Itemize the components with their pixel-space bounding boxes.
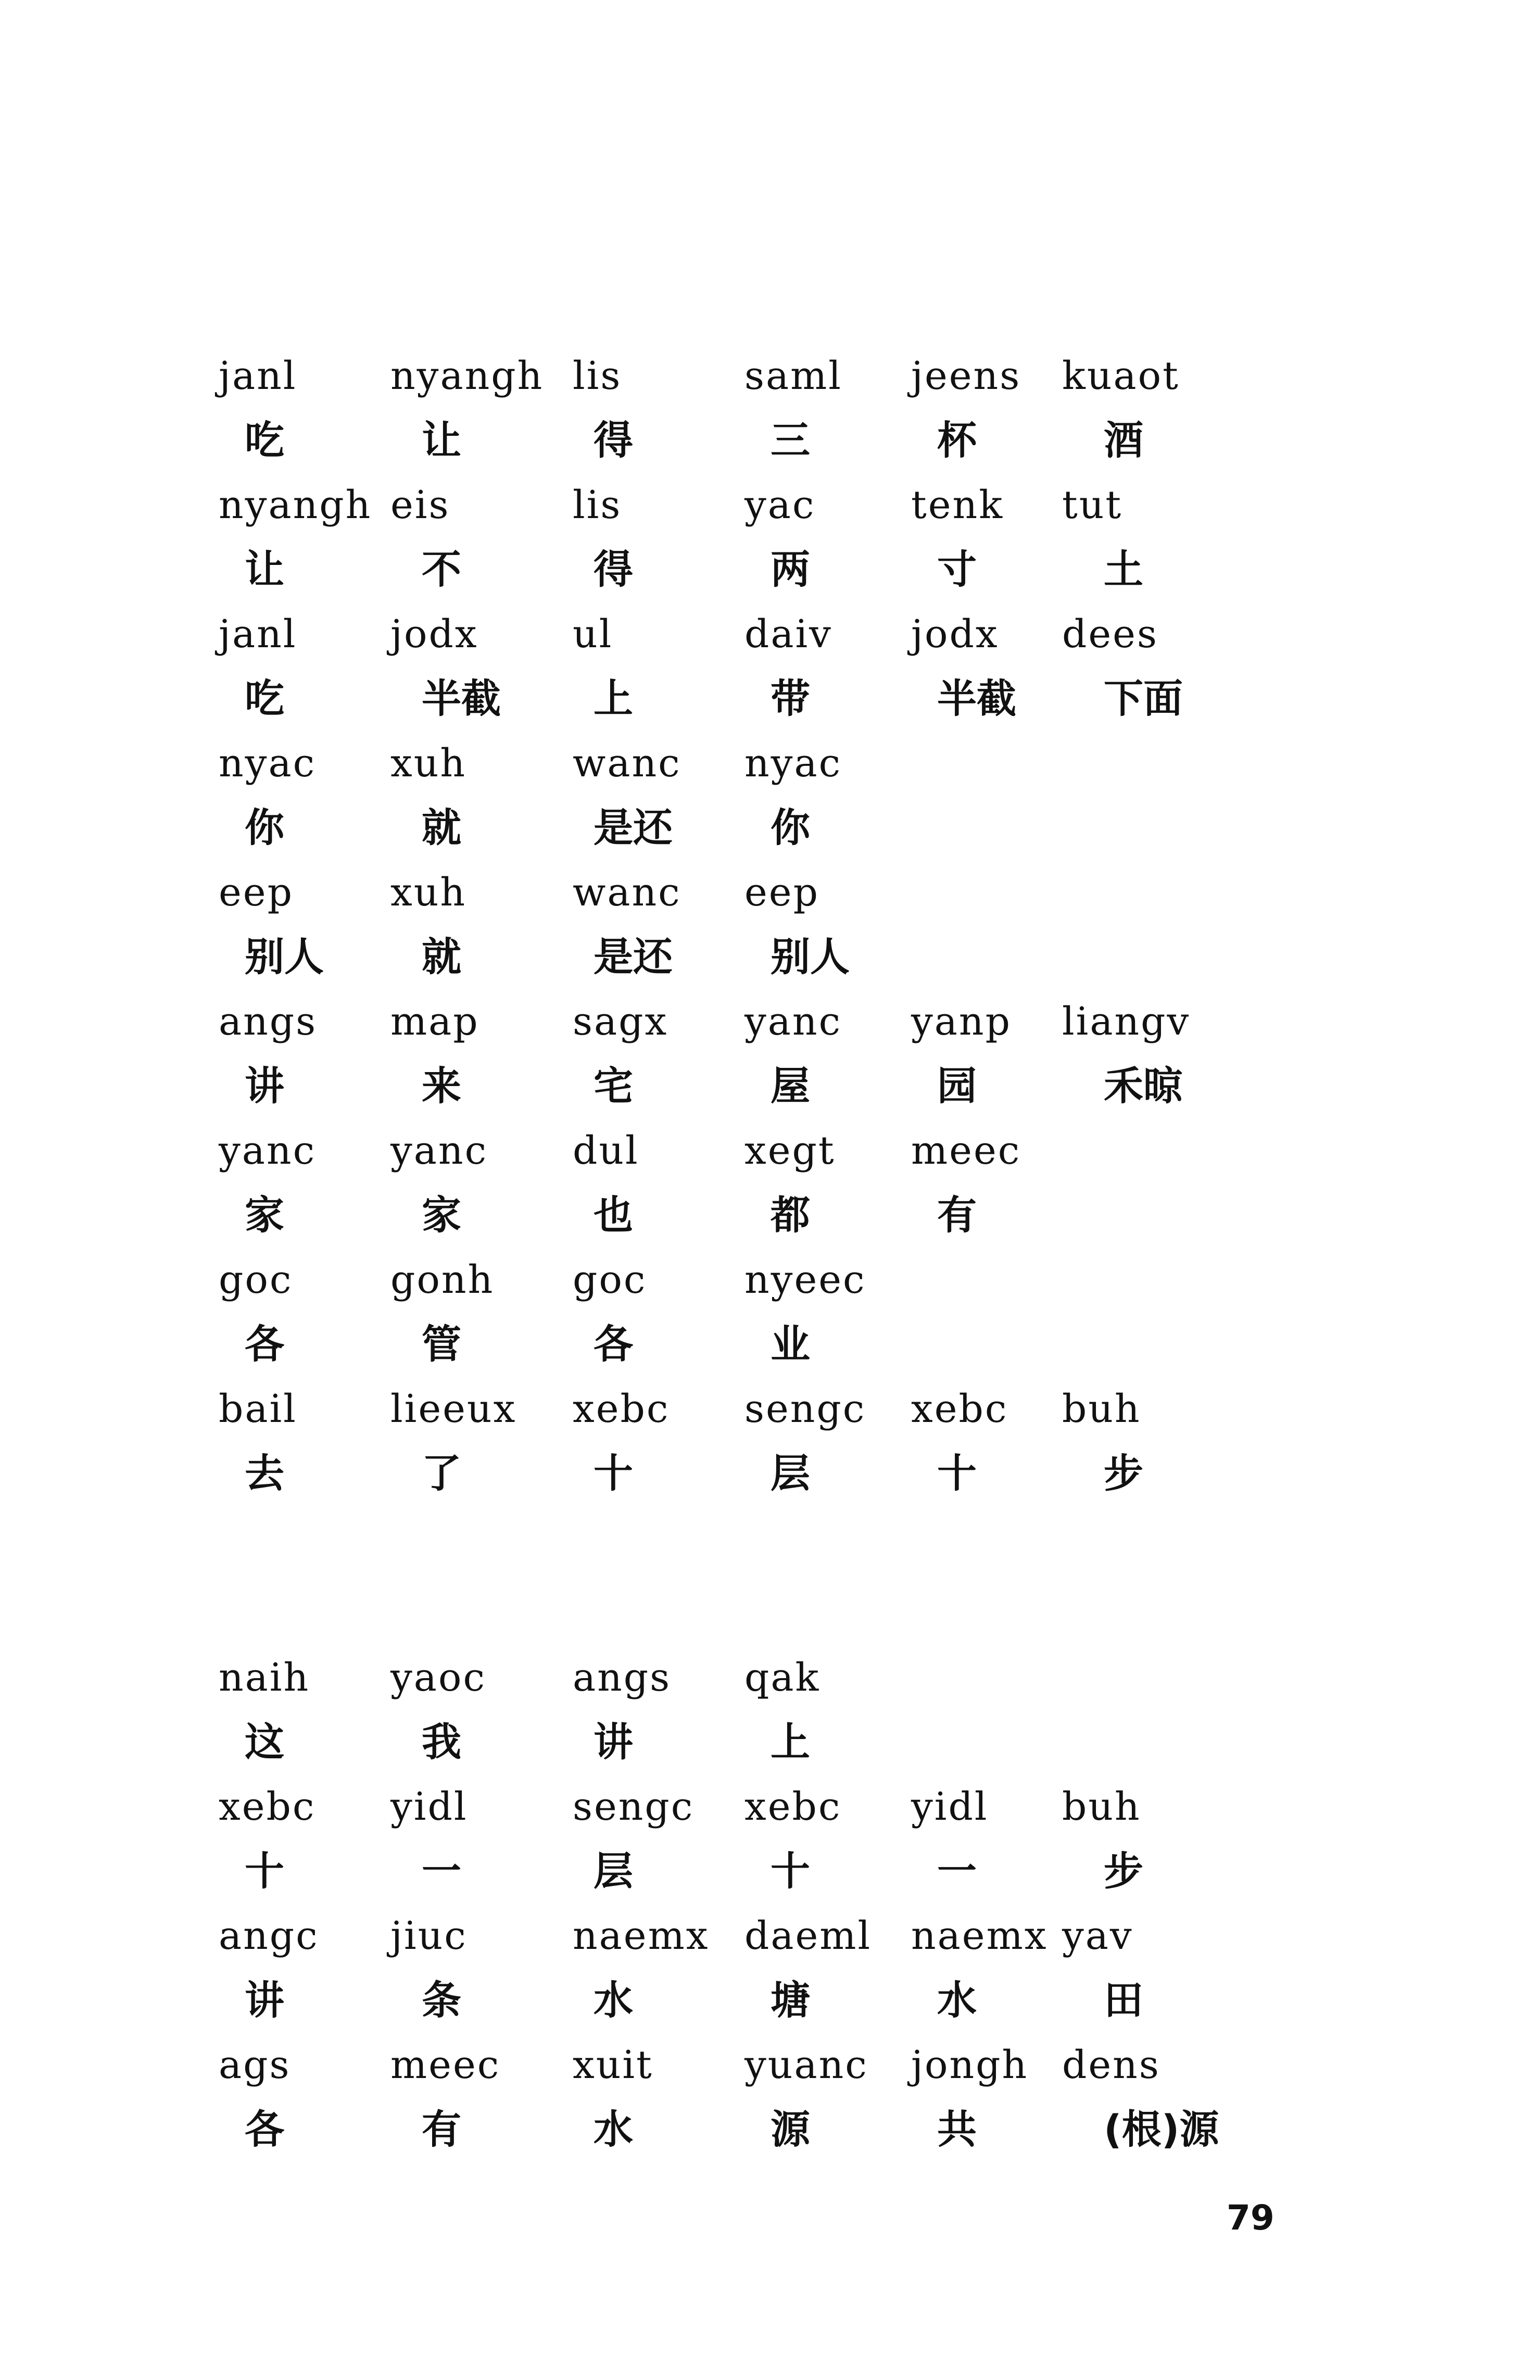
pinyin-word: xuh — [390, 870, 467, 915]
hanzi-line — [219, 408, 1260, 473]
pinyin-word: naemx — [911, 1913, 1048, 1958]
hanzi-word: 寸 — [937, 546, 977, 593]
pinyin-line — [219, 1248, 1260, 1312]
hanzi-word: 水 — [594, 2106, 633, 2152]
hanzi-word: 都 — [771, 1192, 810, 1238]
pinyin-word: sengc — [573, 1784, 695, 1829]
pinyin-word: nyangh — [390, 354, 544, 398]
pinyin-word: janl — [219, 612, 297, 657]
hanzi-word: 酒 — [1104, 417, 1143, 463]
hanzi-word: 步 — [1104, 1450, 1143, 1496]
pinyin-word: xuh — [390, 741, 467, 786]
pinyin-word: goc — [219, 1257, 293, 1302]
pinyin-line — [219, 602, 1260, 666]
pinyin-word: janl — [219, 354, 297, 398]
hanzi-word: 管 — [422, 1321, 461, 1367]
pinyin-line — [219, 473, 1260, 537]
hanzi-word: 各 — [245, 2106, 284, 2152]
pinyin-word: dees — [1062, 612, 1158, 657]
pinyin-word: xebc — [573, 1387, 670, 1431]
hanzi-line — [219, 1710, 1260, 1774]
hanzi-line — [219, 796, 1260, 860]
hanzi-word: 吃 — [245, 417, 284, 463]
hanzi-word: 业 — [771, 1321, 810, 1367]
hanzi-word: 是还 — [594, 804, 673, 851]
hanzi-word: 有 — [422, 2106, 461, 2152]
pinyin-word: ags — [219, 2043, 291, 2087]
hanzi-word: 这 — [245, 1719, 284, 1765]
hanzi-word: 一 — [422, 1848, 461, 1894]
pinyin-word: yanc — [744, 999, 842, 1044]
pinyin-word: yanp — [911, 999, 1012, 1044]
pinyin-word: naemx — [573, 1913, 710, 1958]
pinyin-word: nyac — [744, 741, 842, 786]
page-number: 79 — [1227, 2198, 1274, 2238]
pinyin-word: eep — [219, 870, 294, 915]
hanzi-word: 去 — [245, 1450, 284, 1496]
pinyin-word: nyeec — [744, 1257, 866, 1302]
hanzi-line — [219, 1183, 1260, 1248]
pinyin-word: yaoc — [390, 1655, 486, 1700]
hanzi-word: 你 — [771, 804, 810, 851]
hanzi-line — [219, 1839, 1260, 1904]
hanzi-word: 水 — [594, 1977, 633, 2023]
hanzi-line — [219, 666, 1260, 731]
pinyin-word: naih — [219, 1655, 310, 1700]
hanzi-line — [219, 925, 1260, 989]
pinyin-word: xebc — [744, 1784, 842, 1829]
pinyin-word: gonh — [390, 1257, 495, 1302]
hanzi-word: 宅 — [594, 1063, 633, 1109]
pinyin-word: buh — [1062, 1784, 1141, 1829]
pinyin-word: meec — [390, 2043, 501, 2087]
hanzi-word: 十 — [771, 1848, 810, 1894]
hanzi-word: 十 — [937, 1450, 977, 1496]
pinyin-line — [219, 1774, 1260, 1839]
pinyin-word: yac — [744, 483, 816, 527]
hanzi-word: 了 — [422, 1450, 461, 1496]
hanzi-word: 讲 — [594, 1719, 633, 1765]
pinyin-word: sengc — [744, 1387, 866, 1431]
hanzi-word: 层 — [594, 1848, 633, 1894]
pinyin-word: ul — [573, 612, 613, 657]
hanzi-word: 得 — [594, 417, 633, 463]
pinyin-word: dul — [573, 1128, 639, 1173]
hanzi-word: 条 — [422, 1977, 461, 2023]
hanzi-word: 一 — [937, 1848, 977, 1894]
hanzi-word: 你 — [245, 804, 284, 851]
pinyin-word: jiuc — [390, 1913, 468, 1958]
hanzi-word: 园 — [937, 1063, 977, 1109]
pinyin-word: lis — [573, 354, 622, 398]
pinyin-word: eep — [744, 870, 819, 915]
hanzi-word: 上 — [771, 1719, 810, 1765]
pinyin-word: bail — [219, 1387, 297, 1431]
hanzi-word: 两 — [771, 546, 810, 593]
pinyin-line — [219, 2033, 1260, 2097]
pinyin-line — [219, 731, 1260, 796]
pinyin-word: tut — [1062, 483, 1123, 527]
hanzi-word: 带 — [771, 675, 810, 722]
pinyin-word: yidl — [390, 1784, 468, 1829]
pinyin-word: liangv — [1062, 999, 1191, 1044]
pinyin-word: xuit — [573, 2043, 653, 2087]
pinyin-word: nyangh — [219, 483, 372, 527]
pinyin-word: jeens — [911, 354, 1021, 398]
pinyin-word: yuanc — [744, 2043, 868, 2087]
pinyin-word: jongh — [911, 2043, 1029, 2087]
pinyin-line — [219, 989, 1260, 1054]
hanzi-word: 塘 — [771, 1977, 810, 2023]
pinyin-word: tenk — [911, 483, 1004, 527]
hanzi-word: 步 — [1104, 1848, 1143, 1894]
hanzi-word: 让 — [422, 417, 461, 463]
pinyin-word: dens — [1062, 2043, 1160, 2087]
pinyin-word: buh — [1062, 1387, 1141, 1431]
hanzi-word: 屋 — [771, 1063, 810, 1109]
pinyin-word: yanc — [219, 1128, 317, 1173]
pinyin-word: wanc — [573, 870, 681, 915]
hanzi-word: 讲 — [245, 1977, 284, 2023]
pinyin-word: yanc — [390, 1128, 488, 1173]
hanzi-word: 各 — [594, 1321, 633, 1367]
hanzi-word: 我 — [422, 1719, 461, 1765]
pinyin-word: yav — [1062, 1913, 1133, 1958]
hanzi-line — [219, 1054, 1260, 1118]
pinyin-word: angc — [219, 1913, 319, 1958]
hanzi-word: 杯 — [937, 417, 977, 463]
pinyin-word: daiv — [744, 612, 832, 657]
hanzi-word: 讲 — [245, 1063, 284, 1109]
hanzi-word: 十 — [245, 1848, 284, 1894]
hanzi-word: 就 — [422, 934, 461, 980]
hanzi-word: (根)源 — [1104, 2106, 1219, 2152]
hanzi-word: 别人 — [771, 934, 850, 980]
pinyin-line — [219, 1645, 1260, 1710]
hanzi-word: 上 — [594, 675, 633, 722]
hanzi-word: 下面 — [1104, 675, 1183, 722]
pinyin-word: yidl — [911, 1784, 989, 1829]
pinyin-word: lieeux — [390, 1387, 517, 1431]
hanzi-line — [219, 537, 1260, 602]
pinyin-word: wanc — [573, 741, 681, 786]
hanzi-word: 半截 — [422, 675, 501, 722]
pinyin-word: lis — [573, 483, 622, 527]
pinyin-word: daeml — [744, 1913, 872, 1958]
hanzi-word: 来 — [422, 1063, 461, 1109]
hanzi-word: 是还 — [594, 934, 673, 980]
hanzi-word: 不 — [422, 546, 461, 593]
hanzi-word: 家 — [422, 1192, 461, 1238]
pinyin-word: kuaot — [1062, 354, 1180, 398]
pinyin-word: sagx — [573, 999, 668, 1044]
pinyin-line — [219, 1377, 1260, 1441]
hanzi-word: 源 — [771, 2106, 810, 2152]
hanzi-line — [219, 1441, 1260, 1506]
text-block-1 — [219, 344, 1260, 1506]
hanzi-word: 田 — [1104, 1977, 1143, 2023]
hanzi-line — [219, 2097, 1260, 2162]
hanzi-word: 共 — [937, 2106, 977, 2152]
hanzi-word: 三 — [771, 417, 810, 463]
hanzi-word: 十 — [594, 1450, 633, 1496]
hanzi-word: 禾晾 — [1104, 1063, 1183, 1109]
hanzi-word: 层 — [771, 1450, 810, 1496]
hanzi-word: 半截 — [937, 675, 1016, 722]
hanzi-line — [219, 1968, 1260, 2033]
pinyin-word: meec — [911, 1128, 1021, 1173]
hanzi-line — [219, 1312, 1260, 1377]
pinyin-word: angs — [573, 1655, 672, 1700]
pinyin-word: saml — [744, 354, 842, 398]
hanzi-word: 有 — [937, 1192, 977, 1238]
pinyin-line — [219, 344, 1260, 408]
text-block-2 — [219, 1645, 1260, 2162]
hanzi-word: 土 — [1104, 546, 1143, 593]
pinyin-word: nyac — [219, 741, 317, 786]
hanzi-word: 家 — [245, 1192, 284, 1238]
hanzi-word: 各 — [245, 1321, 284, 1367]
pinyin-word: jodx — [911, 612, 999, 657]
hanzi-word: 水 — [937, 1977, 977, 2023]
pinyin-word: angs — [219, 999, 318, 1044]
pinyin-word: eis — [390, 483, 450, 527]
pinyin-word: map — [390, 999, 479, 1044]
pinyin-word: goc — [573, 1257, 647, 1302]
hanzi-word: 让 — [245, 546, 284, 593]
pinyin-word: xebc — [219, 1784, 316, 1829]
pinyin-line — [219, 1118, 1260, 1183]
hanzi-word: 别人 — [245, 934, 324, 980]
hanzi-word: 吃 — [245, 675, 284, 722]
pinyin-word: xebc — [911, 1387, 1008, 1431]
pinyin-word: xegt — [744, 1128, 836, 1173]
pinyin-line — [219, 860, 1260, 925]
hanzi-word: 也 — [594, 1192, 633, 1238]
pinyin-word: jodx — [390, 612, 478, 657]
pinyin-line — [219, 1904, 1260, 1968]
hanzi-word: 得 — [594, 546, 633, 593]
hanzi-word: 就 — [422, 804, 461, 851]
pinyin-word: qak — [744, 1655, 821, 1700]
